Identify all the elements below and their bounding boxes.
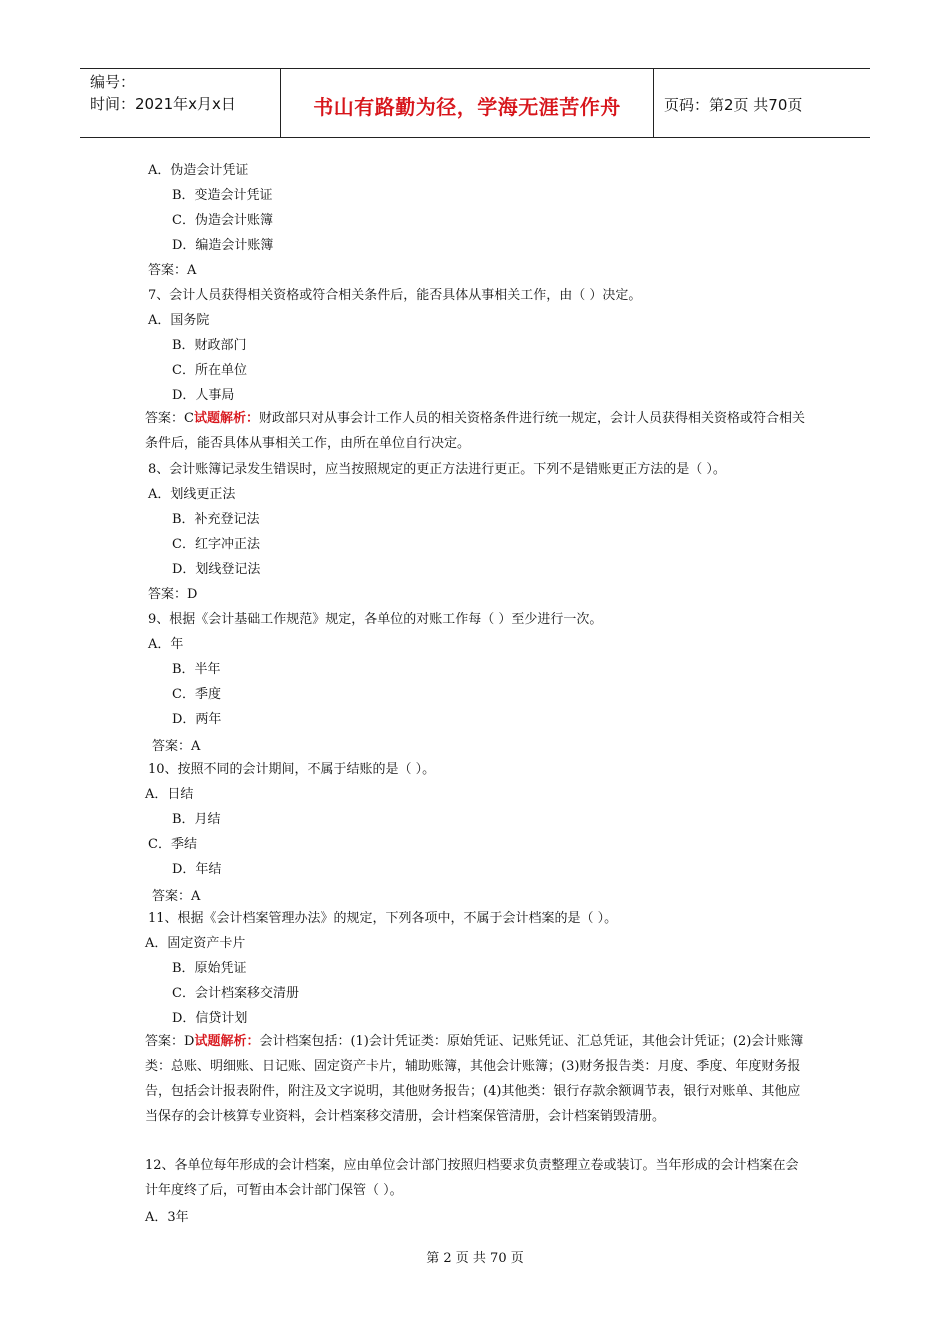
serial-label: 编号：	[90, 73, 136, 91]
option-d: D．划线登记法	[172, 562, 261, 577]
option-a: A．国务院	[148, 313, 210, 328]
question-12: 12、各单位每年形成的会计档案，应由单位会计部门按照归档要求负责整理立卷或装订。当年形成的会计档案在会计年度终了后，可暂由本会计部门保管（ ）。	[145, 1158, 799, 1198]
option-c: C．红字冲正法	[172, 537, 260, 552]
option-c: C．所在单位	[172, 363, 247, 378]
analysis-label: 试题解析：	[193, 411, 259, 426]
option-a: A．年	[148, 637, 184, 652]
option-d: D．人事局	[172, 388, 235, 403]
option-c: C．季度	[172, 687, 221, 702]
time-label: 时间：2021年x月x日	[90, 95, 236, 113]
option-c: C．会计档案移交清册	[172, 986, 299, 1001]
option-c: C．伪造会计账簿	[172, 213, 273, 228]
answer: 答案：D	[148, 587, 198, 602]
page-footer: 第 2 页 共 70 页	[426, 1251, 524, 1266]
header-page-cell	[654, 69, 870, 137]
header-info-cell	[80, 69, 281, 137]
option-b: B．补充登记法	[172, 512, 260, 527]
option-a: A．伪造会计凭证	[148, 163, 249, 178]
analysis-text: 会计档案包括：(1)会计凭证类：原始凭证、记账凭证、汇总凭证，其他会计凭证；(2)会计账簿类：总账、明细账、日记账、固定资产卡片，辅助账簿，其他会计账簿；(3)财务报告类：月度、季度、年度财务报告，包括会计报表附件，附注及文字说明，其他财务报告；(4)其他类：银行存款余额调节表，银行对账单、其他应当保存的会计核算专业资料，会计档案移交清册，会计档案保管清册，会计档案销毁清册。	[145, 1034, 804, 1124]
answer: 答案：D	[145, 1034, 195, 1049]
question-10: 10、按照不同的会计期间，不属于结账的是（ ）。	[148, 762, 436, 777]
option-b: B．财政部门	[172, 338, 247, 353]
option-b: B．原始凭证	[172, 961, 247, 976]
answer: 答案：A	[152, 889, 201, 904]
option-d: D．编造会计账簿	[172, 238, 274, 253]
option-a: A．固定资产卡片	[145, 936, 246, 951]
question-9: 9、根据《会计基础工作规范》规定，各单位的对账工作每（ ）至少进行一次。	[148, 612, 603, 627]
option-c: C．季结	[148, 837, 197, 852]
option-d: D．年结	[172, 862, 222, 877]
motto: 书山有路勤为径，学海无涯苦作舟	[313, 95, 621, 119]
question-7: 7、会计人员获得相关资格或符合相关条件后，能否具体从事相关工作，由（ ）决定。	[148, 288, 642, 303]
page-number: 页码：第2页 共70页	[664, 96, 803, 114]
option-a: A．划线更正法	[148, 487, 236, 502]
option-b: B．变造会计凭证	[172, 188, 273, 203]
answer-analysis-11	[145, 1029, 810, 1129]
option-b: B．半年	[172, 662, 221, 677]
question-11: 11、根据《会计档案管理办法》的规定，下列各项中，不属于会计档案的是（ ）。	[148, 911, 618, 926]
option-d: D．两年	[172, 712, 222, 727]
question-8: 8、会计账簿记录发生错误时，应当按照规定的更正方法进行更正。下列不是错账更正方法的是（ ）。	[148, 462, 726, 477]
option-b: B．月结	[172, 812, 221, 827]
option-a: A．3年	[145, 1210, 189, 1225]
page-header	[80, 68, 870, 138]
option-a: A．日结	[145, 787, 194, 802]
answer-analysis-7	[145, 406, 810, 456]
analysis-text: 财政部只对从事会计工作人员的相关资格条件进行统一规定，会计人员获得相关资格或符合相关条件后，能否具体从事相关工作，由所在单位自行决定。	[145, 411, 805, 451]
option-d: D．信贷计划	[172, 1011, 248, 1026]
header-motto-cell	[281, 69, 654, 137]
answer: 答案：C	[145, 411, 194, 426]
answer: 答案：A	[148, 263, 197, 278]
analysis-label: 试题解析：	[194, 1034, 260, 1049]
answer: 答案：A	[152, 739, 201, 754]
